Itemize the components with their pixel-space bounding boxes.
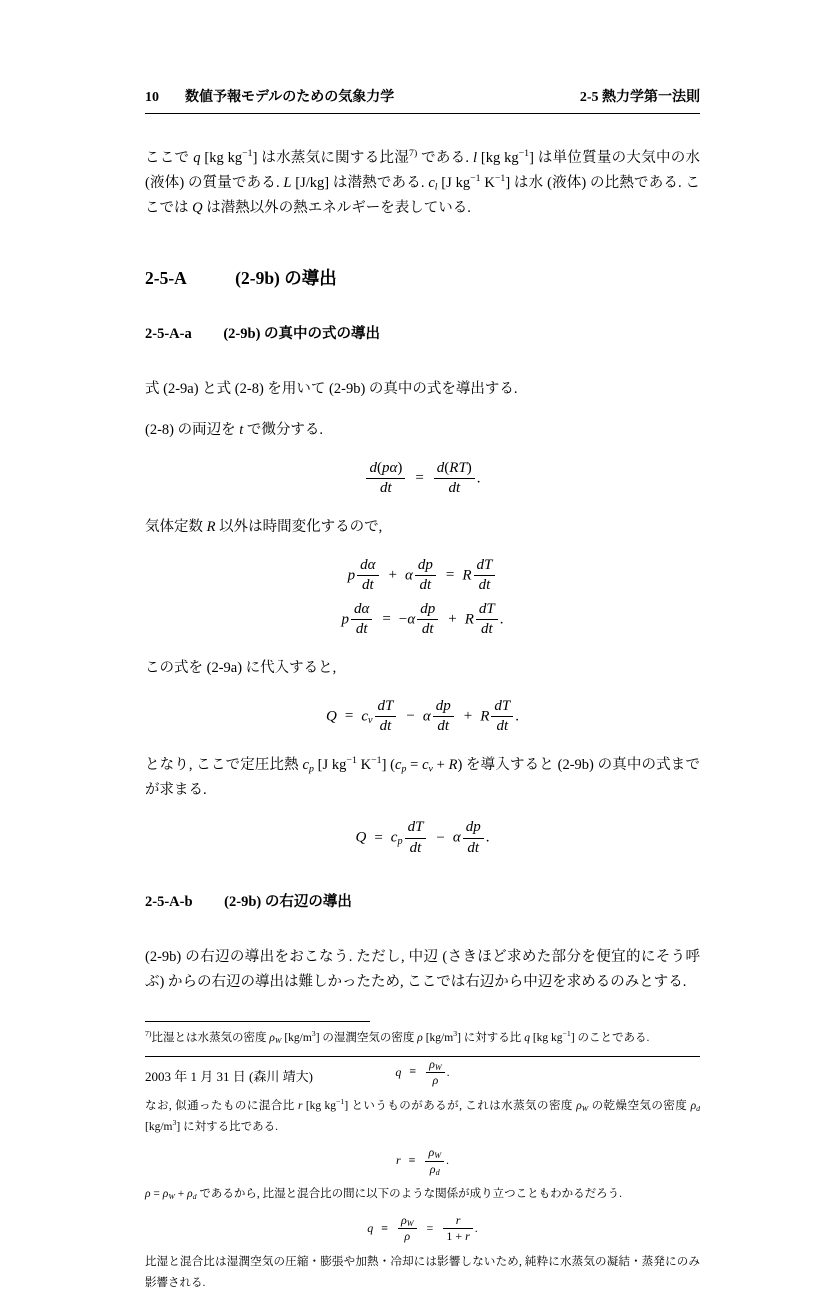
math-numerator xyxy=(443,1213,472,1229)
math-text: 比湿とは水蒸気の密度 xyxy=(151,1032,270,1045)
math-var: ρ xyxy=(417,1032,423,1045)
math-text: . xyxy=(446,1153,449,1168)
math-denominator xyxy=(351,619,372,640)
math-operator: = xyxy=(445,567,455,584)
math-var: dt xyxy=(361,577,374,594)
math-denominator xyxy=(491,716,513,737)
math-numerator xyxy=(357,556,378,576)
paragraph-rhs-derivation xyxy=(145,945,700,995)
header-book-title: 数値予報モデルのための気象力学 xyxy=(185,90,395,105)
math-fraction xyxy=(366,459,405,499)
math-denominator xyxy=(375,716,397,737)
math-text: で微分する. xyxy=(243,421,324,438)
math-var: ρ xyxy=(429,1056,435,1071)
math-var: l xyxy=(472,150,477,166)
math-var: R xyxy=(480,708,490,724)
math-operator: = xyxy=(344,708,354,724)
math-fraction xyxy=(425,1145,444,1177)
math-var: dt xyxy=(496,718,509,735)
math-var: dt xyxy=(437,718,450,735)
math-denominator xyxy=(405,838,427,859)
math-text: の乾燥空気の密度 xyxy=(588,1099,691,1112)
math-superscript: −1 xyxy=(371,754,382,766)
subsection-number: 2-5-A-b xyxy=(145,894,193,911)
math-var: dt xyxy=(380,480,392,497)
math-text: ) xyxy=(466,459,472,476)
math-subscript: W xyxy=(168,1192,175,1202)
math-text: = xyxy=(406,756,423,773)
math-var: dT xyxy=(407,819,424,836)
math-text: この式を (2-9a) に代入すると, xyxy=(145,659,337,676)
math-var: dα xyxy=(360,556,376,573)
math-text: ] は水蒸気に関する比湿 xyxy=(252,150,410,166)
math-text: である. xyxy=(417,150,473,166)
math-var: ρ xyxy=(432,1073,439,1088)
subsection-title: (2-9b) の右辺の導出 xyxy=(224,894,352,911)
math-var: ρ xyxy=(404,1229,411,1244)
math-subscript: W xyxy=(434,1151,441,1161)
math-text: 式 (2-9a) と式 (2-8) を用いて (2-9b) の真中の式を導出する. xyxy=(145,380,518,397)
math-var: c xyxy=(302,756,309,773)
math-superscript: −1 xyxy=(336,1096,345,1106)
math-operator: + xyxy=(448,611,457,628)
math-subscript: W xyxy=(274,1036,282,1046)
math-var: dt xyxy=(421,621,434,638)
math-superscript: 7) xyxy=(409,148,418,160)
math-operator: ≡ xyxy=(409,1064,417,1079)
math-text: [kg kg xyxy=(200,150,243,166)
section-heading-2-5-A xyxy=(145,265,700,290)
math-numerator xyxy=(433,697,454,717)
math-var: d xyxy=(369,459,377,476)
math-text: ] に対する比である. xyxy=(176,1121,278,1134)
math-operator: = xyxy=(426,1220,434,1235)
math-denominator xyxy=(433,716,454,737)
math-text: ] は水 (液体) の比熱である. ここでは xyxy=(145,174,700,216)
math-text: ここで xyxy=(145,150,194,166)
math-var: α xyxy=(452,829,461,846)
math-numerator xyxy=(375,697,397,717)
math-subscript: W xyxy=(406,1218,414,1228)
math-var: dp xyxy=(417,556,433,573)
math-var: r xyxy=(455,1212,461,1227)
math-var: dp xyxy=(435,697,451,714)
math-var: ρ xyxy=(187,1188,193,1201)
math-text: [kg kg xyxy=(476,150,519,166)
math-denominator xyxy=(357,575,378,596)
math-denominator xyxy=(474,575,496,596)
math-numerator xyxy=(463,818,484,838)
math-var: dt xyxy=(379,718,392,735)
math-var: t xyxy=(239,421,244,438)
math-operator: − xyxy=(436,829,445,846)
math-operator: ≡ xyxy=(408,1153,416,1168)
math-text: ) xyxy=(397,459,403,476)
subsection-title: (2-9b) の真中の式の導出 xyxy=(223,325,381,342)
paragraph-cp-definition xyxy=(145,753,700,803)
math-var: ρ xyxy=(690,1099,697,1112)
math-var: c xyxy=(390,829,398,846)
math-var: c xyxy=(361,708,369,724)
math-text: 以外は時間変化するので, xyxy=(215,518,383,535)
math-text: となり, ここで定圧比熱 xyxy=(145,756,303,773)
math-text: ] ( xyxy=(381,756,396,773)
math-var: dp xyxy=(420,600,436,617)
math-text: + xyxy=(432,756,449,773)
math-var: ρ xyxy=(429,1161,436,1176)
math-numerator xyxy=(425,1145,444,1161)
math-text: ) を導入すると (2-9b) の真中の式までが求まる. xyxy=(145,756,700,798)
paragraph-differentiate xyxy=(145,418,700,443)
math-text: (2-9b) の右辺の導出をおこなう. ただし, 中辺 (さきほど求めた部分を便宜的にそう呼ぶ) からの右辺の導出は難しかったため, ここでは右辺から中辺を求めるのみとする. xyxy=(145,949,700,991)
equation-product-rule xyxy=(145,556,700,640)
math-fraction xyxy=(375,697,397,737)
math-var: dt xyxy=(478,577,491,594)
math-superscript: −1 xyxy=(242,148,253,160)
math-superscript: 3 xyxy=(172,1118,177,1128)
math-fraction xyxy=(415,556,436,596)
footnote-equation-q-r xyxy=(145,1213,700,1245)
math-denominator xyxy=(443,1228,472,1245)
footnote-rule xyxy=(145,1021,370,1022)
math-var: c xyxy=(428,174,435,191)
math-var: ρ xyxy=(269,1032,275,1045)
math-text: ] のことである. xyxy=(570,1032,650,1045)
math-numerator xyxy=(434,459,475,479)
math-var: R xyxy=(448,756,458,773)
math-denominator xyxy=(417,619,438,640)
math-text: = xyxy=(150,1188,163,1201)
math-var: ρ xyxy=(400,1212,407,1227)
math-numerator xyxy=(415,556,436,576)
math-fraction xyxy=(417,600,438,640)
math-numerator xyxy=(474,556,496,576)
math-subscript: p xyxy=(308,763,314,775)
math-superscript: 3 xyxy=(311,1029,316,1039)
math-text: (2-8) の両辺を xyxy=(145,421,240,438)
math-text: . xyxy=(474,1220,478,1235)
math-operator: − xyxy=(406,708,415,724)
math-text: [kg/m xyxy=(422,1032,454,1045)
subsection-heading-2-5-A-a xyxy=(145,322,700,343)
math-subscript: W xyxy=(434,1062,442,1072)
math-denominator xyxy=(398,1228,417,1245)
math-var: d xyxy=(436,459,445,476)
paragraph-gas-constant xyxy=(145,515,700,540)
math-fraction xyxy=(433,697,454,737)
math-var: ρ xyxy=(576,1099,582,1112)
math-var: R xyxy=(462,567,472,584)
math-text: − xyxy=(398,611,408,628)
equation-q-cp xyxy=(145,818,700,858)
math-var: q xyxy=(193,150,201,166)
math-var: ρ xyxy=(428,1145,435,1160)
math-var: p xyxy=(347,567,356,584)
math-var: c xyxy=(422,756,429,773)
math-text: . xyxy=(476,470,481,487)
equation-state-derivative xyxy=(145,459,700,499)
equation-q-cv xyxy=(145,697,700,737)
math-var: q xyxy=(367,1220,374,1235)
math-text: なお, 似通ったものに混合比 xyxy=(145,1099,299,1112)
math-var: α xyxy=(422,708,431,724)
math-subscript: v xyxy=(368,714,373,726)
math-fraction xyxy=(463,818,484,858)
math-text: . xyxy=(446,1064,450,1079)
math-fraction xyxy=(476,600,498,640)
math-numerator xyxy=(351,600,372,620)
footnote-text-conclusion xyxy=(145,1252,700,1294)
math-superscript: −1 xyxy=(494,173,506,185)
math-var: r xyxy=(465,1229,470,1244)
math-var: α xyxy=(404,567,413,584)
math-var: r xyxy=(395,1153,401,1168)
footnote-text-mixing-ratio xyxy=(145,1096,700,1139)
subsection-heading-2-5-A-b xyxy=(145,890,700,911)
math-text: ( xyxy=(376,459,382,476)
footer-date-author: 2003 年 1 月 31 日 (森川 靖大) xyxy=(145,1069,313,1084)
math-denominator xyxy=(366,478,405,499)
section-number: 2-5-A xyxy=(145,267,187,288)
math-var: dt xyxy=(355,621,368,638)
math-text: K xyxy=(356,756,372,773)
subsection-number: 2-5-A-a xyxy=(145,325,192,342)
math-var: α xyxy=(407,611,416,628)
math-var: Q xyxy=(192,199,203,216)
math-denominator xyxy=(415,575,436,596)
math-text: K xyxy=(480,174,495,191)
math-denominator xyxy=(434,478,475,499)
math-denominator xyxy=(463,838,484,859)
math-var: Q xyxy=(355,829,367,846)
math-operator: ≡ xyxy=(381,1220,388,1235)
math-operator: = xyxy=(415,470,424,487)
math-var: R xyxy=(206,518,216,535)
math-numerator xyxy=(417,600,438,620)
math-var: dt xyxy=(419,577,432,594)
math-var: dT xyxy=(478,600,495,617)
math-subscript: d xyxy=(192,1192,197,1202)
math-var: dα xyxy=(354,600,370,617)
math-superscript: 7) xyxy=(145,1029,152,1039)
math-var: pα xyxy=(381,459,398,476)
math-operator: = xyxy=(382,611,391,628)
math-var: L xyxy=(283,174,292,191)
math-var: c xyxy=(395,756,402,773)
math-text: [kg/m xyxy=(281,1032,312,1045)
math-text: . xyxy=(515,708,519,724)
paragraph-derivation-intro xyxy=(145,377,700,402)
math-text: [J kg xyxy=(313,756,347,773)
math-var: ρ xyxy=(162,1188,169,1201)
math-var: dp xyxy=(465,819,481,836)
math-subscript: v xyxy=(428,763,433,775)
footnote-text-specific-humidity xyxy=(145,1028,700,1049)
math-operator: + xyxy=(388,567,397,584)
page-footer xyxy=(145,1056,700,1088)
math-text: 比湿と混合比は湿潤空気の圧縮・膨張や加熱・冷却には影響しないため, 純粋に水蒸気の凝結・蒸発にのみ影響される. xyxy=(145,1255,700,1290)
math-var: dt xyxy=(448,480,461,497)
math-fraction xyxy=(357,556,378,596)
math-text: [J kg xyxy=(437,174,471,191)
math-numerator xyxy=(491,697,513,717)
equation-product-rule-line1 xyxy=(145,556,700,596)
math-text: [kg/m xyxy=(145,1121,173,1134)
math-text: [kg kg xyxy=(302,1099,336,1112)
paragraph-intro xyxy=(145,146,700,221)
math-operator: = xyxy=(374,829,383,846)
math-fraction xyxy=(398,1213,417,1245)
math-var: p xyxy=(341,611,350,628)
math-var: dT xyxy=(494,697,511,714)
math-var: q xyxy=(395,1064,402,1079)
math-text: [kg kg xyxy=(529,1032,563,1045)
page-number: 10 xyxy=(145,90,159,105)
math-text: . xyxy=(485,829,490,846)
math-fraction xyxy=(351,600,372,640)
math-numerator xyxy=(405,818,427,838)
math-subscript: W xyxy=(581,1103,589,1113)
math-subscript: l xyxy=(434,181,438,193)
math-var: ρ xyxy=(145,1188,151,1201)
page-header xyxy=(145,86,700,114)
math-text: ] の湿潤空気の密度 xyxy=(315,1032,418,1045)
math-numerator xyxy=(366,459,405,479)
math-superscript: −1 xyxy=(562,1029,571,1039)
math-var: dT xyxy=(377,697,394,714)
math-var: dt xyxy=(480,621,493,638)
math-superscript: −1 xyxy=(346,754,357,766)
math-subscript: p xyxy=(401,763,407,775)
math-numerator xyxy=(398,1213,417,1229)
math-var: dt xyxy=(467,839,480,856)
math-numerator xyxy=(476,600,498,620)
math-operator: + xyxy=(463,708,473,724)
math-subscript: d xyxy=(696,1103,701,1113)
math-text: ] に対する比 xyxy=(457,1032,525,1045)
math-text: ] は単位質量の大気中の水 (液体) の質量である. xyxy=(145,150,701,191)
math-text: 1 + xyxy=(446,1229,466,1244)
equation-product-rule-line2 xyxy=(145,600,700,640)
math-var: r xyxy=(298,1099,303,1112)
math-text: であるから, 比湿と混合比の間に以下のような関係が成り立つこともわかるだろう. xyxy=(196,1188,623,1201)
math-var: q xyxy=(524,1032,530,1045)
math-superscript: 3 xyxy=(453,1029,458,1039)
math-fraction xyxy=(405,818,427,858)
math-var: RT xyxy=(449,459,467,476)
math-denominator xyxy=(425,1161,444,1178)
section-title: (2-9b) の導出 xyxy=(235,267,337,288)
footnote-equation-r xyxy=(145,1145,700,1177)
math-var: dt xyxy=(409,839,422,856)
math-superscript: −1 xyxy=(518,148,530,160)
math-var: dT xyxy=(476,556,493,573)
math-text: ] というものがあるが, これは水蒸気の密度 xyxy=(344,1099,577,1112)
math-text: は潜熱以外の熱エネルギーを表している. xyxy=(202,199,471,216)
math-text: [J/kg] は潜熱である. xyxy=(291,174,429,191)
footnote-text-relation xyxy=(145,1184,700,1205)
math-subscript: d xyxy=(435,1167,440,1177)
header-chapter-title: 2-5 熱力学第一法則 xyxy=(579,90,700,105)
math-text: 気体定数 xyxy=(145,518,207,535)
math-var: Q xyxy=(326,708,337,724)
math-denominator xyxy=(476,619,498,640)
paragraph-substitute xyxy=(145,656,700,681)
math-var: R xyxy=(464,611,474,628)
math-fraction xyxy=(474,556,496,596)
math-fraction xyxy=(443,1213,472,1245)
math-superscript: −1 xyxy=(470,173,481,185)
math-text: . xyxy=(499,611,504,628)
math-fraction xyxy=(491,697,513,737)
math-text: + xyxy=(174,1188,188,1201)
math-fraction xyxy=(434,459,475,499)
math-subscript: p xyxy=(397,836,403,848)
math-text: ( xyxy=(444,459,450,476)
